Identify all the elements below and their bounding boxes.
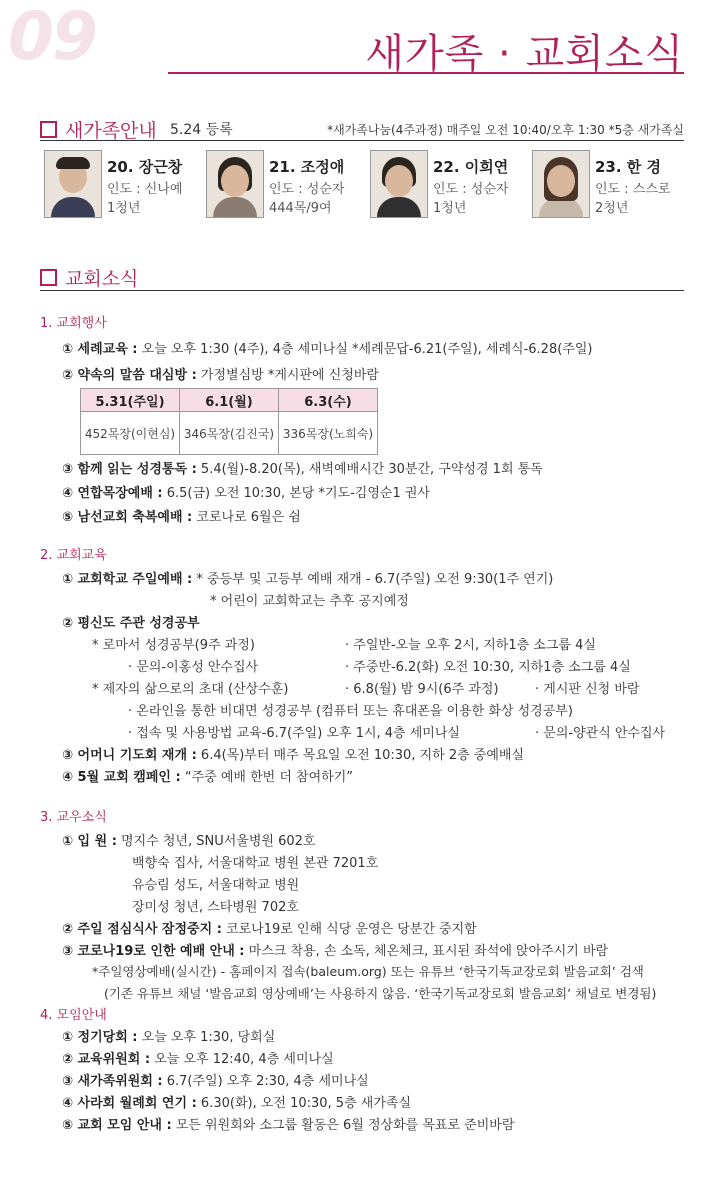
news-item: ④ 연합목장예배 : 6.5(금) 오전 10:30, 본당 *기도-김영순1 권사 [62,486,430,501]
newcomer-group: 2청년 [595,201,629,216]
news-item: ① 입 원 : 명지수 청년, SNU서울병원 602호 [62,834,316,849]
newcomer-card [44,150,204,220]
newcomer-name: 21. 조정애 [269,158,345,176]
news-item: ① 세례교육 : 오늘 오후 1:30 (4주), 4층 세미나실 *세례문답-6.21(주일), 세례식-6.28(주일) [62,342,593,357]
news-item: ① 교회학교 주일예배 : * 중등부 및 고등부 예배 재개 - 6.7(주일) 오전 9:30(1주 연기) [62,572,554,587]
newcomer-guide: 인도 : 신나예 [107,182,183,197]
news-item: ① 정기당회 : 오늘 오후 1:30, 당회실 [62,1030,276,1045]
study-detail: · 주중반-6.2(화) 오전 10:30, 지하1층 소그룹 4실 [345,660,631,675]
table-header: 6.3(수) [279,389,378,412]
table-cell: 452목장(이현심) [81,412,180,455]
news-item: ④ 사라회 월례회 연기 : 6.30(화), 오전 10:30, 5층 새가족실 [62,1096,412,1111]
hospital-entry: 백향숙 집사, 서울대학교 병원 본관 7201호 [132,856,379,871]
newcomer-name: 23. 한 경 [595,158,661,176]
news-item: ② 평신도 주관 성경공부 [62,616,200,631]
person-photo-icon [44,150,102,218]
table-cell: 336목장(노희숙) [279,412,378,455]
news-item: ④ 5월 교회 캠페인 : “주중 예배 한번 더 참여하기” [62,770,353,785]
newcomer-card [532,150,692,220]
table-header: 5.31(주일) [81,389,180,412]
person-photo-icon [206,150,264,218]
news-item: ② 교육위원회 : 오늘 오후 12:40, 4층 세미나실 [62,1052,334,1067]
news-heading-text: 교회소식 [65,268,139,290]
news-item: ③ 어머니 기도회 재개 : 6.4(목)부터 매주 목요일 오전 10:30, 지하 2층 중예배실 [62,748,525,763]
newcomers-heading [40,116,157,143]
news-item: ③ 함께 읽는 성경통독 : 5.4(월)-8.20(목), 새벽예배시간 30분간, 구약성경 1회 통독 [62,462,543,477]
newcomer-name: 22. 이희연 [433,158,509,176]
title-divider [168,72,684,74]
table-cell: 346목장(김진국) [180,412,279,455]
news-heading [40,264,138,291]
newcomer-name: 20. 장근창 [107,158,183,176]
news-item: ③ 코로나19로 인한 예배 안내 : 마스크 착용, 손 소독, 체온체크, 표시된 좌석에 앉아주시기 바람 [62,944,609,959]
newcomer-guide: 인도 : 성순자 [433,182,509,197]
newcomer-guide: 인도 : 스스로 [595,182,671,197]
study-detail: · 주일반-오늘 오후 2시, 지하1층 소그룹 4실 [345,638,596,653]
person-photo-icon [532,150,590,218]
hospital-entry: 유승림 성도, 서울대학교 병원 [132,878,300,893]
news-item-note: *주일영상예배(실시간) - 홈페이지 접속(baleum.org) 또는 유튜브 ‘한국기독교장로회 발음교회’ 검색 [92,964,644,979]
newcomers-date: 5.24 등록 [170,122,233,138]
page-title: 새가족 · 교회소식 [365,31,684,77]
page-number: 09 [8,0,96,75]
study-detail: * 로마서 성경공부(9주 과정) [92,638,255,653]
study-detail: · 접속 및 사용방법 교육-6.7(주일) 오후 1시, 4층 세미나실 [128,726,460,741]
newcomers-note: *새가족나눔(4주과정) 매주일 오전 10:40/오후 1:30 *5층 새가족실 [327,123,684,137]
visit-schedule-table [80,388,378,455]
newcomer-card [370,150,530,220]
news-item: ② 약속의 말씀 대심방 : 가정별심방 *게시판에 신청바람 [62,368,379,383]
study-detail: · 문의-이홍성 안수집사 [128,660,259,675]
study-detail: · 6.8(월) 밤 9시(6주 과정) [345,682,499,697]
news-item: ⑤ 교회 모임 안내 : 모든 위원회와 소그룹 활동은 6월 정상화를 목표로 준비바람 [62,1118,515,1133]
square-bullet-icon [40,121,57,138]
subsection-title: 4. 모임안내 [40,1008,107,1023]
section-divider [40,140,684,141]
hospital-entry: 장미성 청년, 스타병원 702호 [132,900,299,915]
newcomers-heading-text: 새가족안내 [65,120,157,142]
news-item-note: * 어린이 교회학교는 추후 공지예정 [210,594,409,609]
newcomer-card [206,150,366,220]
subsection-title: 3. 교우소식 [40,810,107,825]
study-detail: · 온라인을 통한 비대면 성경공부 (컴퓨터 또는 휴대폰을 이용한 화상 성경공부) [128,704,573,719]
newcomer-group: 1청년 [433,201,467,216]
section-divider [40,290,684,291]
newcomer-guide: 인도 : 성순자 [269,182,345,197]
table-header: 6.1(월) [180,389,279,412]
study-detail: · 문의-양관식 안수집사 [535,726,666,741]
square-bullet-icon [40,269,57,286]
news-item: ⑤ 남선교회 축복예배 : 코로나로 6월은 쉼 [62,510,301,525]
news-item: ② 주일 점심식사 잠정중지 : 코로나19로 인해 식당 운영은 당분간 중지함 [62,922,477,937]
newcomer-group: 1청년 [107,201,141,216]
subsection-title: 2. 교회교육 [40,548,107,563]
news-item: ③ 새가족위원회 : 6.7(주일) 오후 2:30, 4층 세미나실 [62,1074,369,1089]
study-detail: * 제자의 삶으로의 초대 (산상수훈) [92,682,289,697]
news-item-note: (기존 유튜브 채널 ‘발음교회 영상예배’는 사용하지 않음. ‘한국기독교장로회 발음교회’ 채널로 변경됨) [104,986,657,1001]
study-detail: · 게시판 신청 바람 [535,682,640,697]
subsection-title: 1. 교회행사 [40,316,107,331]
person-photo-icon [370,150,428,218]
newcomer-group: 444목/9여 [269,201,332,216]
